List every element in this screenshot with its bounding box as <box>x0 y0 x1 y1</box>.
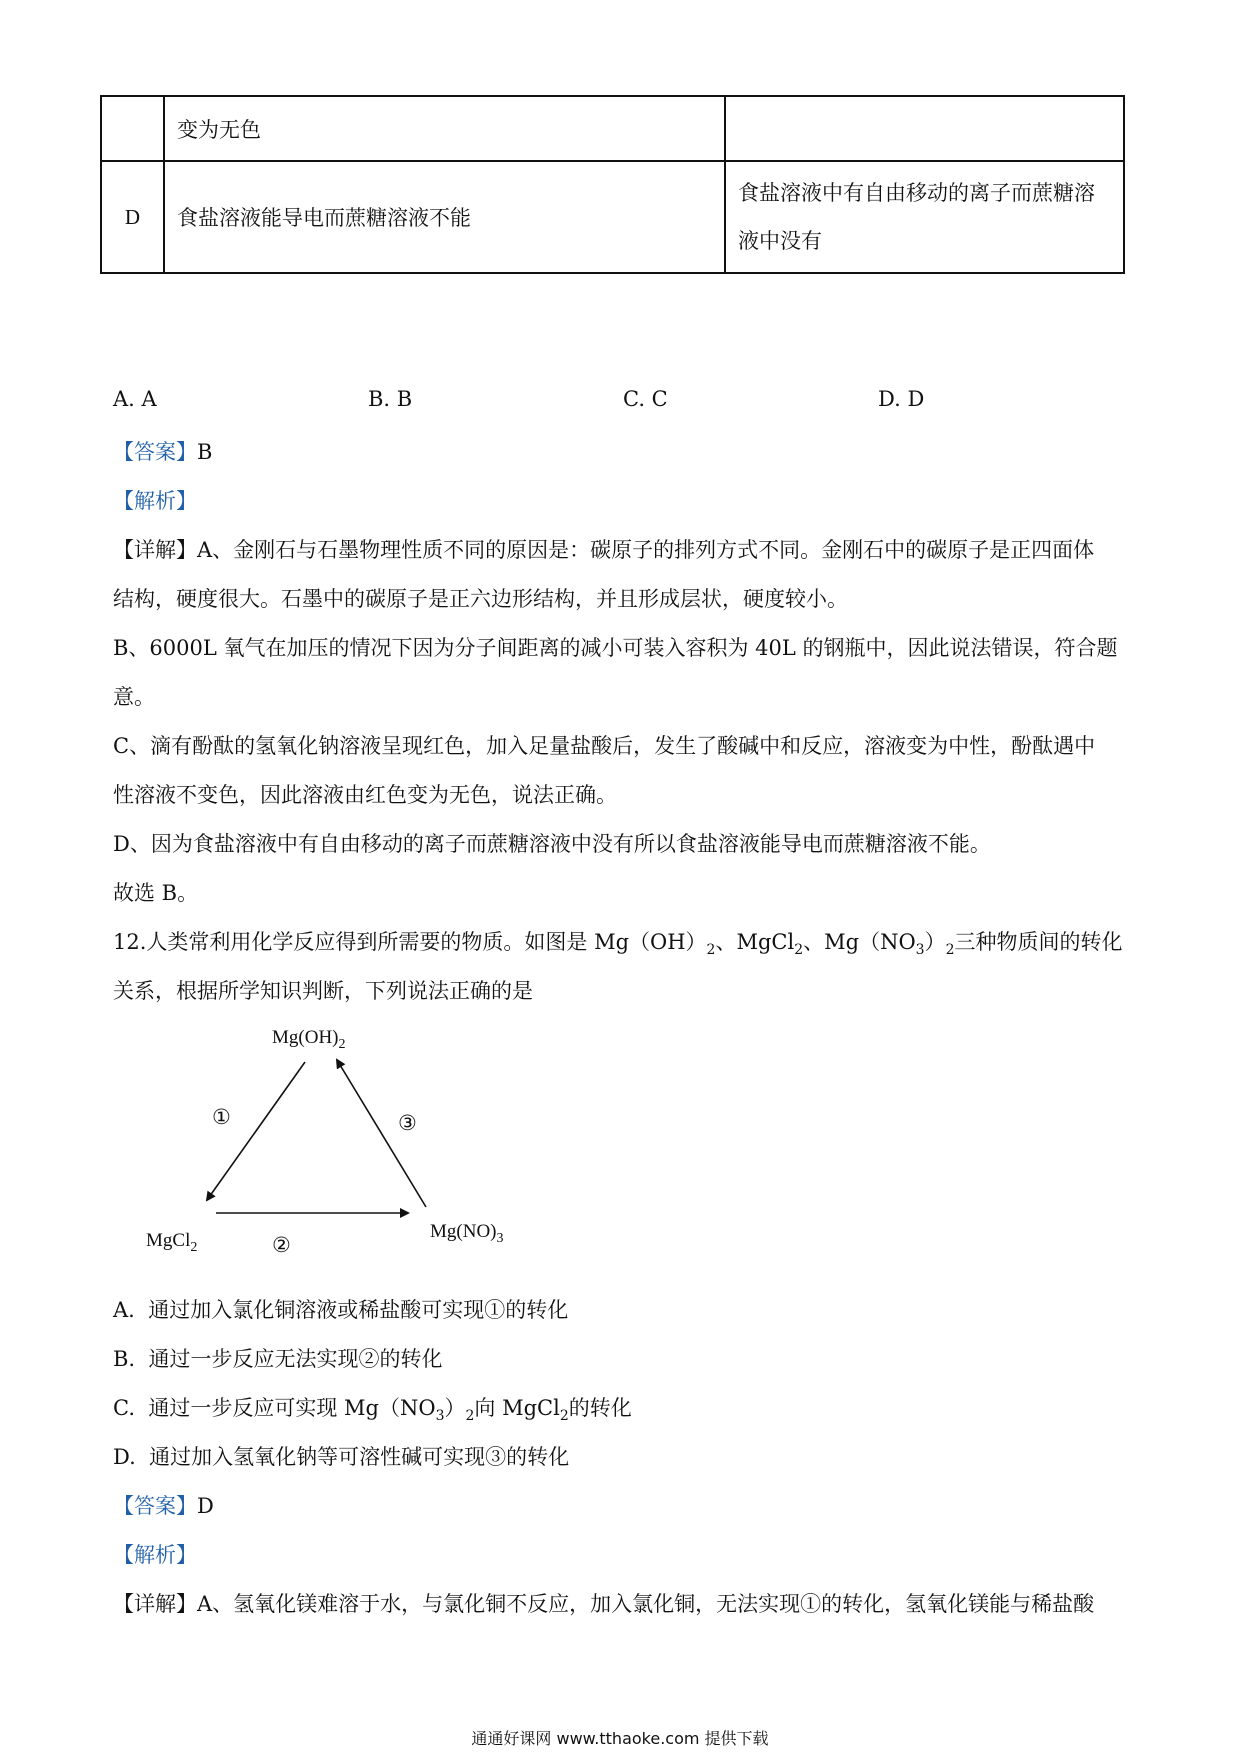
option-b: B. 通过一步反应无法实现②的转化 <box>113 1347 443 1371</box>
option-b: B. B <box>368 387 413 411</box>
table-cell-label <box>101 96 164 161</box>
answer-value: B <box>197 440 213 464</box>
answer-line <box>113 1490 214 1520</box>
detail-tag: 【详解】 <box>113 1592 197 1616</box>
detail-line: D、因为食盐溶液中有自由移动的离子而蔗糖溶液中没有所以食盐溶液能导电而蔗糖溶液不能。 <box>113 832 991 856</box>
label-arrow-1: ① <box>212 1105 231 1129</box>
answer-tag: 【答案】 <box>113 1494 197 1518</box>
detail-line: 性溶液不变色，因此溶液由红色变为无色，说法正确。 <box>113 783 617 807</box>
label-arrow-3: ③ <box>398 1111 417 1135</box>
node-mg-oh-2: $Mg(OH)_2$ <box>272 1027 346 1052</box>
option-c: C. C <box>623 387 668 411</box>
node-mg-no3: $Mg(NO)_3$ <box>430 1221 504 1246</box>
table-row <box>101 96 1124 161</box>
detail-tag: 【详解】 <box>113 538 197 562</box>
answer-value: D <box>197 1494 214 1518</box>
table-cell-phenomenon: 食盐溶液能导电而蔗糖溶液不能 <box>164 161 725 273</box>
detail-line: C、滴有酚酞的氢氧化钠溶液呈现红色，加入足量盐酸后，发生了酸碱中和反应，溶液变为中性，酚酞遇中 <box>113 734 1096 758</box>
answer-table <box>100 95 1125 274</box>
page-footer: 通通好课网 www.tthaoke.com 提供下载 <box>471 1729 769 1748</box>
analysis-tag: 【解析】 <box>113 1543 197 1567</box>
explanation-line: 食盐溶液中有自由移动的离子而蔗糖溶 <box>738 181 1095 205</box>
option-a: A. A <box>113 387 157 411</box>
detail-line: 结构，硬度很大。石墨中的碳原子是正六边形结构，并且形成层状，硬度较小。 <box>113 587 848 611</box>
table-cell-phenomenon: 变为无色 <box>164 96 725 161</box>
table-cell-label: D <box>101 161 164 273</box>
analysis-tag: 【解析】 <box>113 489 197 513</box>
label-arrow-2: ② <box>272 1233 291 1257</box>
detail-line: 【详解】A、氢氧化镁难溶于水，与氯化铜不反应，加入氯化铜，无法实现①的转化，氢氧化镁能与稀盐酸 <box>113 1592 1095 1616</box>
detail-line: 【详解】A、金刚石与石墨物理性质不同的原因是：碳原子的排列方式不同。金刚石中的碳原子是正四面体 <box>113 538 1095 562</box>
option-d: D. D <box>878 387 925 411</box>
answer-tag: 【答案】 <box>113 440 197 464</box>
option-a: A. 通过加入氯化铜溶液或稀盐酸可实现①的转化 <box>113 1298 569 1322</box>
conversion-diagram <box>140 1015 540 1265</box>
explanation-line: 液中没有 <box>738 229 822 253</box>
question-stem-line2: 关系，根据所学知识判断，下列说法正确的是 <box>113 979 533 1003</box>
detail-line: 意。 <box>113 685 155 709</box>
option-c: C. 通过一步反应可实现 $Mg(NO_3)_2$向 MgCl$_2$的转化 <box>113 1396 632 1425</box>
answer-line <box>113 436 212 466</box>
option-d: D. 通过加入氢氧化钠等可溶性碱可实现③的转化 <box>113 1445 570 1469</box>
node-mgcl2: MgCl$_2$ <box>146 1230 198 1255</box>
table-cell-explanation <box>725 96 1124 161</box>
arrow-1 <box>207 1062 305 1200</box>
table-row <box>101 161 1124 273</box>
detail-line: 故选 B。 <box>113 881 199 905</box>
table-cell-explanation <box>725 161 1124 273</box>
question-stem: 12.人类常利用化学反应得到所需要的物质。如图是 $Mg(OH)_2$、MgCl$_2$、$Mg(NO_3)_2$三种物质间的转化 <box>113 930 1123 959</box>
detail-line: B、6000L 氧气在加压的情况下因为分子间距离的减小可装入容积为 40L 的钢瓶中，因此说法错误，符合题 <box>113 636 1118 660</box>
